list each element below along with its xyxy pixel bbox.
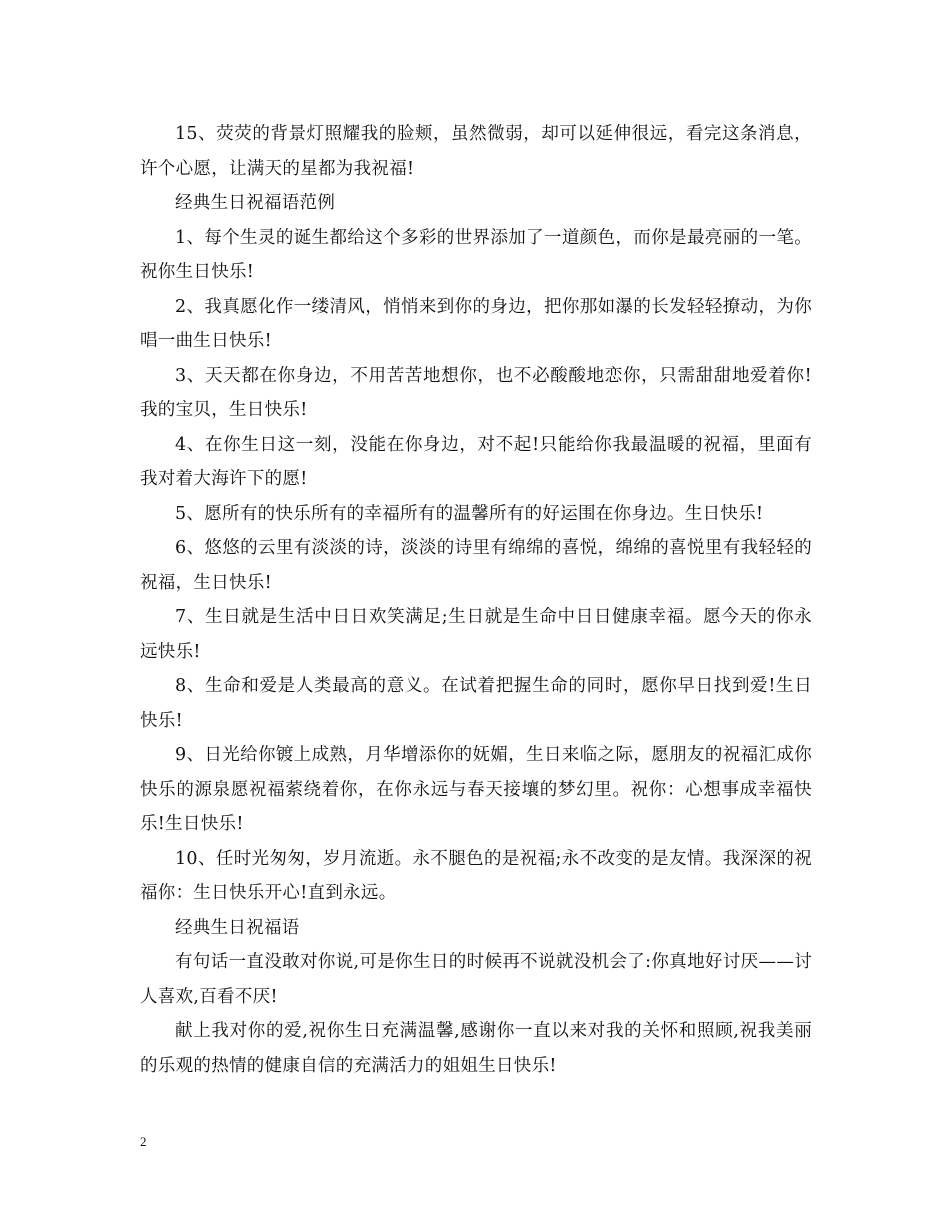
paragraph-4: 4、在你生日这一刻，没能在你身边，对不起!只能给你我最温暖的祝福，里面有我对着大海许下的愿!	[140, 434, 812, 489]
paragraph-unspoken-words: 有句话一直没敢对你说,可是你生日的时候再不说就没机会了:你真地好讨厌——讨人喜欢,百看不厌!	[140, 952, 812, 1007]
paragraph-7: 7、生日就是生活中日日欢笑满足;生日就是生命中日日健康幸福。愿今天的你永远快乐!	[140, 607, 812, 662]
paragraph-6: 6、悠悠的云里有淡淡的诗，淡淡的诗里有绵绵的喜悦，绵绵的喜悦里有我轻轻的祝福，生日快乐!	[140, 538, 812, 593]
page-number: 2	[140, 1134, 147, 1149]
paragraph-love-offering: 献上我对你的爱,祝你生日充满温馨,感谢你一直以来对我的关怀和照顾,祝我美丽的乐观的热情的健康自信的充满活力的姐姐生日快乐!	[140, 1021, 812, 1076]
section-heading-classic: 经典生日祝福语	[175, 917, 300, 938]
document-body	[140, 117, 812, 1083]
paragraph-2: 2、我真愿化作一缕清风，悄悄来到你的身边，把你那如瀑的长发轻轻撩动，为你唱一曲生日快乐!	[140, 296, 812, 351]
paragraph-8: 8、生命和爱是人类最高的意义。在试着把握生命的同时，愿你早日找到爱!生日快乐!	[140, 676, 812, 731]
paragraph-5: 5、愿所有的快乐所有的幸福所有的温馨所有的好运围在你身边。生日快乐!	[175, 503, 764, 524]
paragraph-1: 1、每个生灵的诞生都给这个多彩的世界添加了一道颜色，而你是最亮丽的一笔。祝你生日快乐!	[140, 227, 812, 282]
paragraph-15: 15、荧荧的背景灯照耀我的脸颊，虽然微弱，却可以延伸很远，看完这条消息，许个心愿，让满天的星都为我祝福!	[140, 124, 812, 179]
paragraph-9: 9、日光给你镀上成熟，月华增添你的妩媚，生日来临之际，愿朋友的祝福汇成你快乐的源泉愿祝福萦绕着你，在你永远与春天接壤的梦幻里。祝你：心想事成幸福快乐!生日快乐!	[140, 745, 812, 834]
section-heading-examples: 经典生日祝福语范例	[175, 193, 336, 213]
paragraph-10: 10、任时光匆匆，岁月流逝。永不腿色的是祝福;永不改变的是友情。我深深的祝福你：生日快乐开心!直到永远。	[140, 848, 812, 903]
paragraph-3: 3、天天都在你身边，不用苦苦地想你，也不必酸酸地恋你，只需甜甜地爱着你!我的宝贝，生日快乐!	[140, 365, 812, 420]
